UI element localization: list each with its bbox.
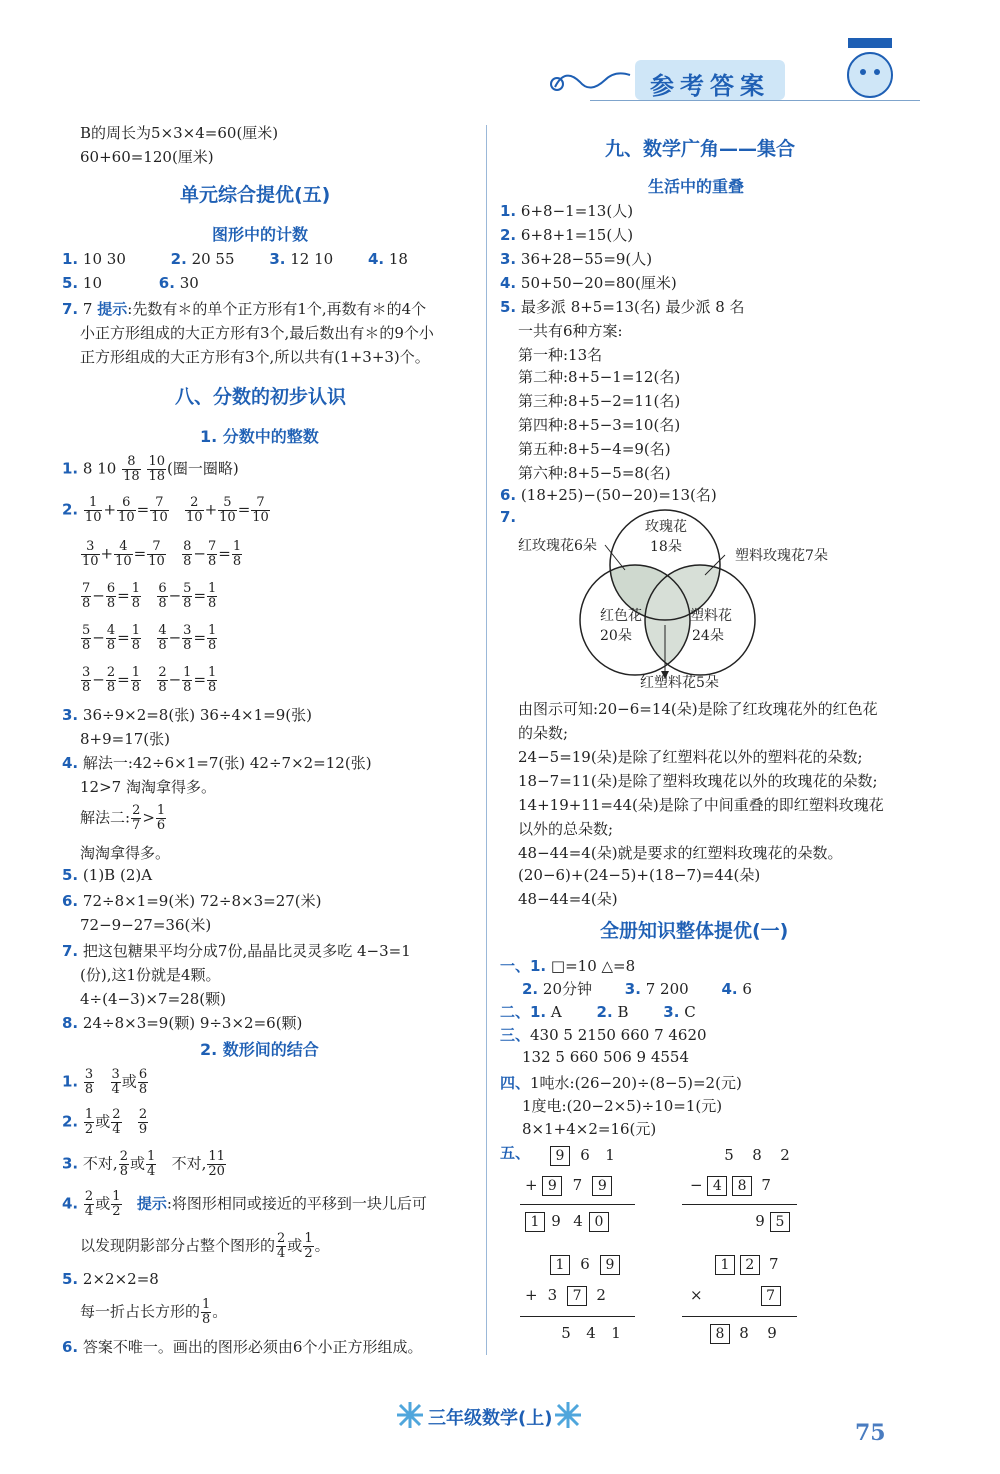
fraction-equations: $\frac{3}{8}$ − $\frac{2}{8}$ = $\frac{1}{8}$ $\frac{2}{8}$ − $\frac{1}{8}$ = $\frac{1}{8}$	[82, 665, 217, 695]
text-line: 第三种:8+5−2=11(名)	[518, 392, 681, 410]
text-line: 132 5 660 506 9 4554	[522, 1048, 689, 1066]
answer-row: 四、1吨水:(26−20)÷(8−5)=2(元)	[500, 1074, 742, 1092]
text-line: 14+19+11=44(朵)是除了中间重叠的即红塑料玫瑰花	[518, 796, 884, 814]
text-line: 淘淘拿得多。	[80, 844, 171, 862]
section-title: 八、分数的初步认识	[175, 386, 347, 408]
venn-label: 24朵	[692, 628, 724, 644]
fraction-equations: 2. $\frac{1}{10}$ + $\frac{6}{10}$ = $\frac{7}{10}$ $\frac{2}{10}$ + $\frac{5}{10}$ = $\frac{7}{10}$	[62, 495, 269, 525]
answer-row: 8. 24÷8×3=9(颗) 9÷3×2=6(颗)	[62, 1014, 303, 1032]
venn-label: 红色花	[600, 608, 642, 624]
answer-row: 三、430 5 2150 660 7 4620	[500, 1026, 707, 1044]
text-line: 72−9−27=36(米)	[80, 916, 212, 934]
venn-label: 红塑料花5朵	[640, 675, 719, 691]
answer-row: 6. 答案不唯一。画出的图形必须由6个小正方形组成。	[62, 1338, 423, 1356]
header-logo-text: 参考答案	[650, 72, 770, 100]
answer-row: 3. 不对, $\frac{2}{8}$ 或 $\frac{1}{4}$ 不对, $\frac{11}{20}$	[62, 1149, 225, 1179]
subsection-title: 2. 数形间的结合	[200, 1040, 319, 1059]
answer-row: 4. 解法一:42÷6×1=7(张) 42÷7×2=12(张)	[62, 754, 372, 772]
answer-row: 1. 6+8−1=13(人)	[500, 202, 634, 220]
answer-row: 每一折占长方形的 $\frac{1}{8}$ 。	[80, 1297, 228, 1327]
text-line: 48−44=4(朵)就是要求的红塑料玫瑰花的朵数。	[518, 844, 843, 862]
answer-row: 7. 7 提示:先数有＊的单个正方形有1个,再数有＊的4个	[62, 300, 427, 318]
answer-row: 6. 72÷8×1=9(米) 72÷8×3=27(米)	[62, 892, 322, 910]
vertical-calc-add-2: 1 6 9 + 3 7 2 5 4 1	[545, 1250, 665, 1340]
answer-row: 1. $\frac{3}{8}$ $\frac{3}{4}$ 或 $\frac{6}{8}$	[62, 1067, 148, 1097]
text-line: B的周长为5×3×4=60(厘米)	[80, 124, 279, 142]
text-line: 第五种:8+5−4=9(名)	[518, 440, 671, 458]
page-number: 75	[855, 1420, 886, 1446]
text-line: 4÷(4−3)×7=28(颗)	[80, 990, 226, 1008]
fraction-equations: $\frac{5}{8}$ − $\frac{4}{8}$ = $\frac{1}{8}$ $\frac{4}{8}$ − $\frac{3}{8}$ = $\frac{1}{8}$	[82, 623, 217, 653]
fraction-equations: $\frac{3}{10}$ + $\frac{4}{10}$ = $\frac{7}{10}$ $\frac{8}{8}$ − $\frac{7}{8}$ = $\frac{1}{8}$	[82, 539, 242, 569]
subsection-title: 图形中的计数	[212, 225, 309, 244]
answer-row: 2. 20分钟 3. 7 200 4. 6	[522, 980, 752, 998]
answer-row: 3. 36÷9×2=8(张) 36÷4×1=9(张)	[62, 706, 312, 724]
text-line: 24−5=19(朵)是除了红塑料花以外的塑料花的朵数;	[518, 748, 863, 766]
answer-row: 7.	[500, 508, 517, 526]
footer-title: 三年级数学(上)	[428, 1408, 553, 1429]
mascot-icon	[820, 20, 920, 110]
venn-label: 塑料花	[690, 608, 732, 624]
text-line: 一共有6种方案:	[518, 322, 623, 340]
text-line: 12>7 淘淘拿得多。	[80, 778, 216, 796]
section-title: 单元综合提优(五)	[180, 184, 331, 206]
vertical-calc-sub: 5 8 2 − 4 8 7 9 5	[690, 1146, 810, 1236]
answer-row: 5. 10 6. 30	[62, 274, 199, 292]
venn-label: 20朵	[600, 628, 632, 644]
answer-row: 5. (1)B (2)A	[62, 866, 153, 884]
text-line: 第六种:8+5−5=8(名)	[518, 464, 671, 482]
answer-row: 解法二: $\frac{2}{7}$ > $\frac{1}{6}$	[80, 803, 166, 833]
text-line: 的朵数;	[518, 724, 569, 742]
column-divider	[486, 125, 487, 1355]
text-line: 第一种:13名	[518, 346, 603, 364]
text-line: 以外的总朵数;	[518, 820, 614, 838]
text-line: 第二种:8+5−1=12(名)	[518, 368, 681, 386]
answer-row: 5. 最多派 8+5=13(名) 最少派 8 名	[500, 298, 745, 316]
text-line: 48−44=4(朵)	[518, 890, 618, 908]
answer-row: 一、1. □=10 △=8	[500, 957, 636, 975]
answer-row: 二、1. A 2. B 3. C	[500, 1003, 696, 1021]
section-title: 九、数学广角——集合	[605, 138, 796, 160]
text-line: 小正方形组成的大正方形有3个,最后数出有＊的9个小	[80, 324, 434, 342]
text-line: 60+60=120(厘米)	[80, 148, 214, 166]
answer-row: 6. (18+25)−(50−20)=13(名)	[500, 486, 717, 504]
snowflake-left-icon	[395, 1400, 425, 1430]
venn-label: 玫瑰花	[645, 519, 687, 535]
subsection-title: 生活中的重叠	[648, 177, 745, 196]
answer-row: 4. 50+50−20=80(厘米)	[500, 274, 677, 292]
snowflake-right-icon	[553, 1400, 583, 1430]
text-line: 8+9=17(张)	[80, 730, 171, 748]
text-line: 由图示可知:20−6=14(朵)是除了红玫瑰花外的红色花	[518, 700, 878, 718]
section-title: 全册知识整体提优(一)	[600, 920, 789, 942]
answer-row: 4. $\frac{2}{4}$ 或 $\frac{1}{2}$ 提示:将图形相同或接近的平移到一块儿后可	[62, 1189, 427, 1219]
text-line: 1度电:(20−2×5)÷10=1(元)	[522, 1097, 723, 1115]
text-line: 第四种:8+5−3=10(名)	[518, 416, 681, 434]
subsection-title: 1. 分数中的整数	[200, 427, 319, 446]
answer-row: 2. 6+8+1=15(人)	[500, 226, 634, 244]
venn-label: 红玫瑰花6朵	[518, 538, 597, 554]
answer-row: 3. 36+28−55=9(人)	[500, 250, 653, 268]
text-line: 正方形组成的大正方形有3个,所以共有(1+3+3)个。	[80, 348, 430, 366]
text-line: 18−7=11(朵)是除了塑料玫瑰花以外的玫瑰花的朵数;	[518, 772, 878, 790]
answer-row: 以发现阴影部分占整个图形的 $\frac{2}{4}$ 或 $\frac{1}{2}$ 。	[80, 1231, 330, 1261]
answer-row: 5. 2×2×2=8	[62, 1270, 159, 1288]
venn-label: 塑料玫瑰花7朵	[735, 548, 828, 564]
vertical-calc-add: 9 6 1 + 9 7 9 1 9 4 0	[545, 1146, 665, 1236]
swirl-ornament-icon	[545, 62, 635, 102]
answer-row: 1. 8 10 $\frac{8}{18}$ $\frac{10}{18}$ (圈一圈略)	[62, 454, 239, 484]
answer-row: 7. 把这包糖果平均分成7份,晶晶比灵灵多吃 4−3=1	[62, 942, 411, 960]
answer-row: 五、	[500, 1144, 531, 1162]
venn-label: 18朵	[650, 539, 682, 555]
text-line: 8×1+4×2=16(元)	[522, 1120, 657, 1138]
answer-row: 1. 10 30 2. 20 55 3. 12 10 4. 18	[62, 250, 408, 268]
answer-row: 2. $\frac{1}{2}$ 或 $\frac{2}{4}$ $\frac{2}{9}$	[62, 1107, 148, 1137]
text-line: (20−6)+(24−5)+(18−7)=44(朵)	[518, 866, 761, 884]
vertical-calc-mul: 1 2 7 × 7 8 8 9	[690, 1250, 810, 1340]
text-line: (份),这1份就是4颗。	[80, 966, 221, 984]
fraction-equations: $\frac{7}{8}$ − $\frac{6}{8}$ = $\frac{1}{8}$ $\frac{6}{8}$ − $\frac{5}{8}$ = $\frac{1}{8}$	[82, 581, 217, 611]
